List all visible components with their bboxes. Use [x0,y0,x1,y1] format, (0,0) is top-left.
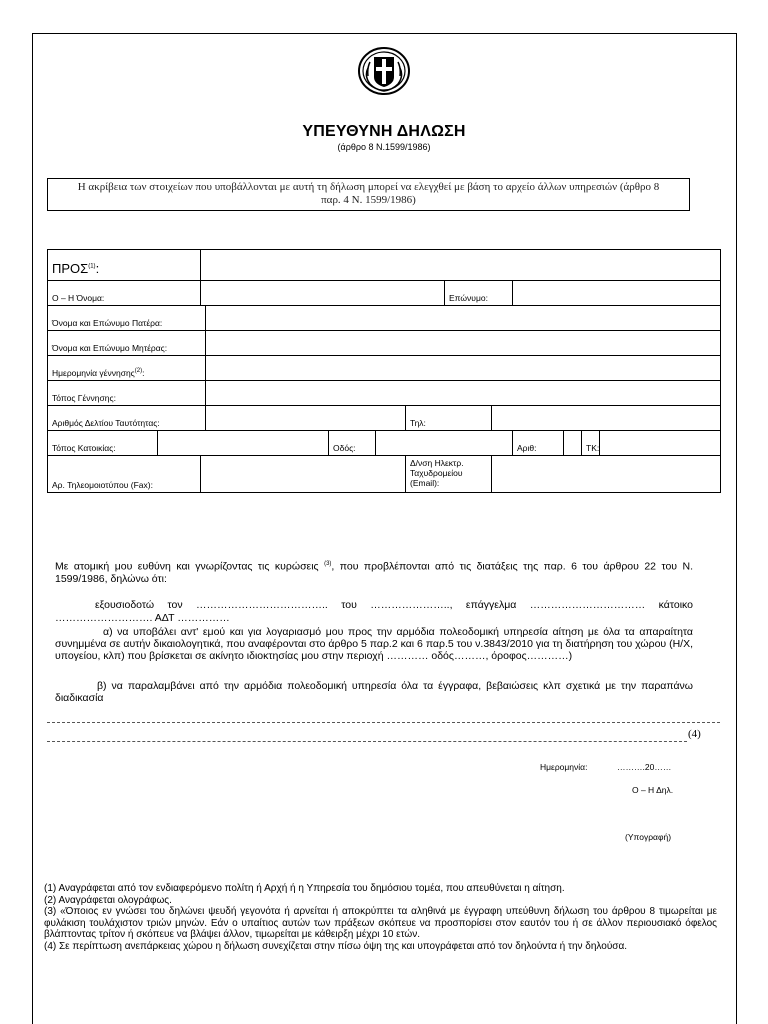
date-value[interactable]: ……….20…… [617,762,672,772]
postcode-field[interactable] [600,431,721,456]
birthplace-label: Τόπος Γέννησης: [48,381,206,406]
fax-field[interactable] [201,456,406,493]
first-name-label: Ο – Η Όνομα: [48,281,201,306]
paragraph-b: β) να παραλαμβάνει από την αρμόδια πολεοδομική υπηρεσία όλα τα έγγραφα, βεβαιώσεις κλπ σχετικά με την παραπάνω διαδικασία [55,680,693,704]
residence-label: Τόπος Κατοικίας: [48,431,158,456]
first-name-field[interactable] [201,281,445,306]
father-name-field[interactable] [206,306,721,331]
birthplace-field[interactable] [206,381,721,406]
accuracy-notice [47,178,690,211]
pros-label: ΠΡΟΣ$^{(1)}$: [48,250,201,281]
personal-details-table [47,249,721,493]
authorization-line-1[interactable]: εξουσιοδοτώ τον ……………………………….. του ………………….., επάγγελμα …………………………… κάτοικο [95,599,693,611]
pros-field[interactable] [201,250,721,281]
email-label: Δ/νση Ηλεκτρ. Ταχυδρομείου (Email): [406,456,492,493]
footnote-2: (2) Αναγράφεται ολογράφως. [44,894,172,906]
notice-line-1: Η ακρίβεια των στοιχείων που υποβάλλονται με αυτή τη δήλωση μπορεί να ελεγχθεί με βάση το αρχείο άλλων υπηρεσιών (άρθρο 8 [77,181,660,193]
surname-field[interactable] [513,281,721,306]
mother-name-label: Όνομα και Επώνυμο Μητέρας: [48,331,206,356]
greek-coat-of-arms-icon [356,46,412,96]
father-name-label: Όνομα και Επώνυμο Πατέρα: [48,306,206,331]
paragraph-a: α) να υποβάλει αντ' εμού και για λογαριασμό μου προς την αρμόδια πολεοδομική υπηρεσία αίτηση με όλα τα απαραίτητα συνημμένα σε αυτήν δικαιολογητικά, που αναφέρονται στο άρθρο 5 παρ.2 και 6 παρ.5 του ν.3843/2010 για τη διατήρηση του χώρου (Η/Χ, υπογείου, κλπ) που βρίσκεται σε ακίνητο ιδιοκτησίας μου στην περιοχή ………… οδός………, όροφος…………) [55,626,693,662]
phone-field[interactable] [492,406,721,431]
residence-field[interactable] [158,431,329,456]
number-field[interactable] [564,431,582,456]
date-label: Ημερομηνία: [540,762,588,772]
continuation-line-1[interactable] [47,722,720,723]
phone-label: Τηλ: [406,406,492,431]
footnotes [44,883,717,952]
authorization-line-2[interactable]: ………………………. ΑΔΤ …………… [55,612,230,624]
document-title: ΥΠΕΥΘΥΝΗ ΔΗΛΩΣΗ [302,123,466,140]
street-field[interactable] [376,431,513,456]
continuation-line-2[interactable] [47,741,687,742]
fax-label: Αρ. Τηλεομοιοτύπου (Fax): [48,456,201,493]
declaration-intro: Με ατομική μου ευθύνη και γνωρίζοντας τις κυρώσεις $^{(3)}$, που προβλέπονται από τις διατάξεις της παρ. 6 του άρθρου 22 του Ν. 1599/1986, δηλώνω ότι: [55,560,693,585]
id-number-label: Αριθμός Δελτίου Ταυτότητας: [48,406,206,431]
number-label: Αριθ: [513,431,564,456]
postcode-label: ΤΚ: [582,431,600,456]
birthdate-label: Ημερομηνία γέννησης$^{(2)}$: [48,356,206,381]
declarant-label: Ο – Η Δηλ. [632,785,674,795]
birthdate-field[interactable] [206,356,721,381]
notice-line-2: παρ. 4 Ν. 1599/1986) [321,194,416,206]
footnote-4: (4) Σε περίπτωση ανεπάρκειας χώρου η δήλωση συνεχίζεται στην πίσω όψη της και υπογράφεται από τον δηλούντα ή την δηλούσα. [44,940,628,952]
street-label: Οδός: [329,431,376,456]
mother-name-field[interactable] [206,331,721,356]
surname-label: Επώνυμο: [445,281,513,306]
email-field[interactable] [492,456,721,493]
id-number-field[interactable] [206,406,406,431]
footnote-3: (3) «Όποιος εν γνώσει του δηλώνει ψευδή γεγονότα ή αρνείται ή αποκρύπτει τα αληθινά με έγγραφη υπεύθυνη δήλωση του άρθρου 8 τιμωρείται με φυλάκιση τουλάχιστον τριών μηνών. Εάν ο υπαίτιος αυτών των πράξεων σκόπευε να προσπορίσει στον εαυτόν του ή σε άλλον περιουσιακό όφελος βλάπτοντας τρίτον ή σκόπευε να βλάψει άλλον, τιμωρείται με κάθειρξη μέχρι 10 ετών. [44,906,717,940]
document-subtitle: (άρθρο 8 Ν.1599/1986) [337,142,431,152]
continuation-mark: (4) [688,728,701,740]
footnote-1: (1) Αναγράφεται από τον ενδιαφερόμενο πολίτη ή Αρχή ή η Υπηρεσία του δημόσιου τομέα, που απευθύνεται η αίτηση. [44,883,565,894]
signature-label: (Υπογραφή) [625,832,672,842]
